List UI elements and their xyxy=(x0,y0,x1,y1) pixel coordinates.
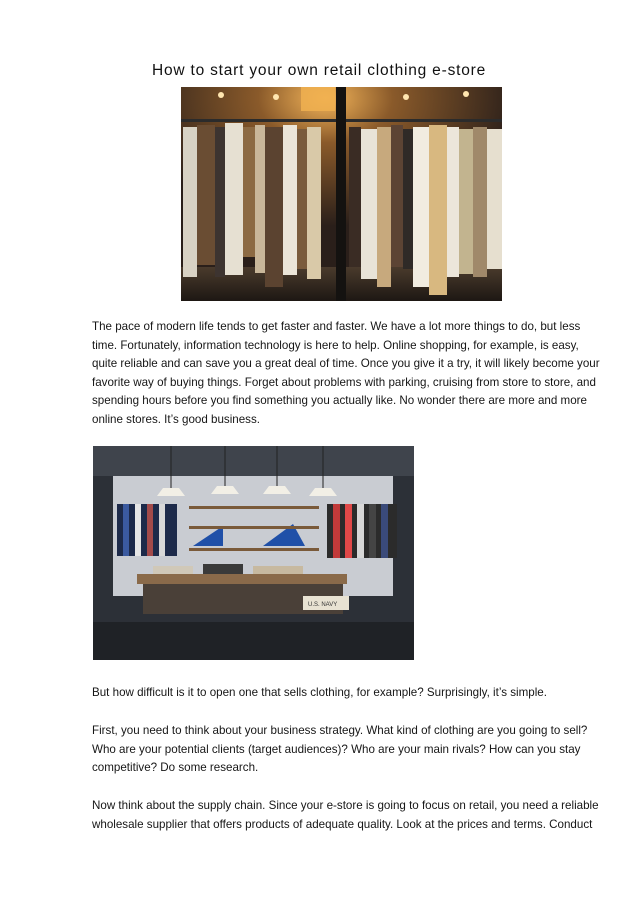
store-interior-illustration xyxy=(93,446,414,660)
document-title: How to start your own retail clothing e-store xyxy=(151,62,487,79)
clothing-rack-photo xyxy=(181,87,502,301)
store-interior-photo xyxy=(93,446,414,660)
question-paragraph: But how difficult is it to open one that sells clothing, for example? Surprisingly, it’s simple. xyxy=(92,686,547,699)
supply-chain-paragraph: Now think about the supply chain. Since your e-store is going to focus on retail, you need a reliable wholesale supplier that offers products of adequate quality. Look at the prices and terms. Conduct xyxy=(92,799,599,831)
clothing-rack-illustration xyxy=(181,87,502,301)
intro-paragraph: The pace of modern life tends to get faster and faster. We have a lot more things to do, but less time. Fortunately, information technology is here to help. Online shopping, for example, is easy, quite reliable and can save you a great deal of time. Once you give it a try, it will likely become your favorite way of buying things. Forget about problems with parking, cruising from store to store, and spending hours before you find something you actually like. No wonder there are more and more online stores. It’s good business. xyxy=(92,320,600,426)
navy-sign: U.S. NAVY xyxy=(308,602,338,608)
strategy-paragraph: First, you need to think about your business strategy. What kind of clothing are you going to sell? Who are your potential clients (target audiences)? Who are your main rivals? How can you stay competitive? Do some research. xyxy=(92,724,588,774)
